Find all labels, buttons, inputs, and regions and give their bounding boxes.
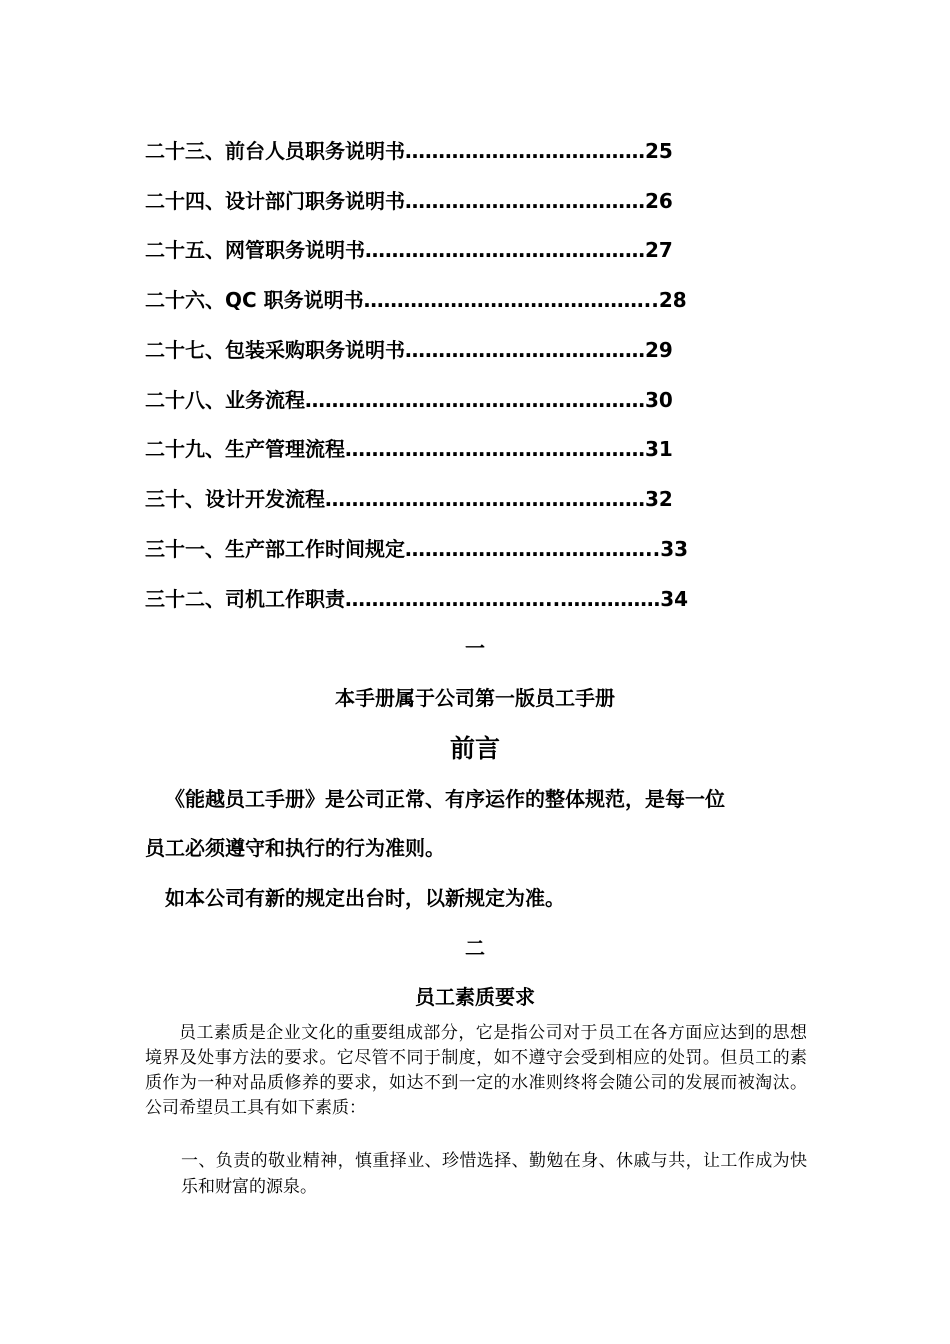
section-heading: 前言 [449,734,500,763]
toc-entry: 二十三、前台人员职务说明书………………………………25 [145,139,673,163]
list-item: 一、负责的敬业精神，慎重择业、珍惜选择、勤勉在身、休戚与共，让工作成为快乐和财富的源泉。 [181,1151,807,1197]
toc-entry: 二十六、QC 职务说明书……………………………………..28 [145,288,687,312]
section-heading: 员工素质要求 [415,985,535,1009]
toc-entry: 二十九、生产管理流程………………………………………31 [145,437,673,461]
paragraph-line: 员工必须遵守和执行的行为准则。 [145,836,445,860]
paragraph-line: 《能越员工手册》是公司正常、有序运作的整体规范，是每一位 [165,787,725,811]
toc-entry: 二十八、业务流程……………………………………………30 [145,388,673,412]
intro-paragraph [145,1021,807,1121]
section-number: 一 [465,636,485,660]
toc-entry: 二十四、设计部门职务说明书………………………………26 [145,189,673,213]
toc-entry: 二十五、网管职务说明书……………………………………27 [145,238,673,262]
toc-entry: 三十一、生产部工作时间规定………………………………..33 [145,537,689,561]
toc-entry: 二十七、包装采购职务说明书………………………………29 [145,338,673,362]
toc-entry: 三十二、司机工作职责…………………………..……………34 [145,587,689,611]
section-number: 二 [465,936,485,960]
paragraph-text: 员工素质是企业文化的重要组成部分，它是指公司对于员工在各方面应达到的思想境界及处事方法的要求。它尽管不同于制度，如不遵守会受到相应的处罚。但员工的素质作为一种对品质修养的要求，如达不到一定的水准则终将会随公司的发展而被淘汰。公司希望员工具有如下素质： [145,1023,807,1118]
toc-entry: 三十、设计开发流程…………………………………………32 [145,487,673,511]
section-subtitle: 本手册属于公司第一版员工手册 [335,686,615,710]
paragraph-line: 如本公司有新的规定出台时，以新规定为准。 [165,886,565,910]
